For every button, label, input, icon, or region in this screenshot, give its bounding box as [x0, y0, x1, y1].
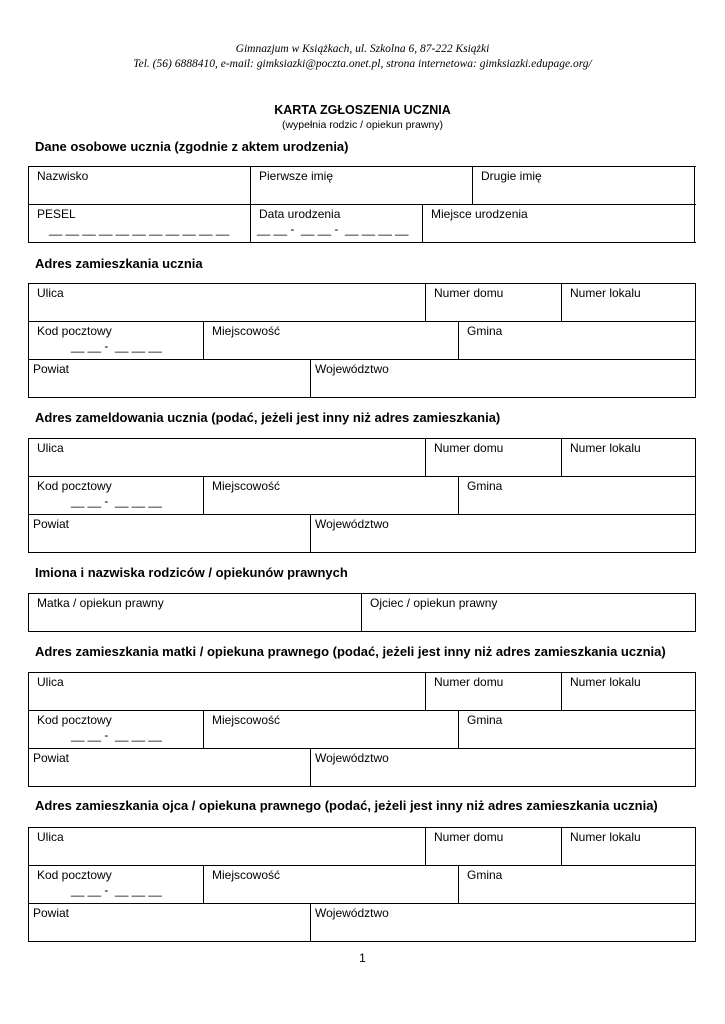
county-field[interactable]: [29, 904, 311, 941]
father-label: Ojciec / opiekun prawny: [370, 596, 498, 610]
postal-code-field[interactable]: [29, 322, 204, 359]
house-number-field[interactable]: [426, 284, 562, 321]
postal-code-blanks: __ __ - __ __ __: [71, 883, 162, 897]
parents-table: [28, 593, 696, 632]
street-label: Ulica: [37, 675, 64, 689]
flat-number-field[interactable]: [562, 673, 696, 710]
flat-number-field[interactable]: [562, 439, 696, 476]
city-label: Miejscowość: [212, 868, 281, 882]
first-name-field[interactable]: [251, 167, 473, 204]
city-label: Miejscowość: [212, 324, 281, 338]
city-label: Miejscowość: [212, 479, 281, 493]
school-contact-line: Tel. (56) 6888410, e-mail: gimksiazki@poczta.onet.pl, strona internetowa: gimksiazki.edupage.org/: [133, 58, 592, 70]
house-number-label: Numer domu: [434, 286, 504, 300]
section-heading-registered: Adres zameldowania ucznia (podać, jeżeli jest inny niż adres zamieszkania): [35, 410, 501, 425]
county-field[interactable]: [29, 360, 311, 397]
street-label: Ulica: [37, 441, 64, 455]
father-name-field[interactable]: [362, 594, 696, 631]
postal-code-field[interactable]: [29, 477, 204, 514]
commune-label: Gmina: [467, 324, 503, 338]
commune-field[interactable]: [459, 322, 696, 359]
city-field[interactable]: [204, 322, 459, 359]
voivodeship-field[interactable]: [311, 515, 696, 552]
section-heading-father-address: Adres zamieszkania ojca / opiekuna prawnego (podać, jeżeli jest inny niż adres zamieszkania ucznia): [35, 798, 658, 813]
house-number-field[interactable]: [426, 439, 562, 476]
mother-label: Matka / opiekun prawny: [37, 596, 164, 610]
county-field[interactable]: [29, 749, 311, 786]
flat-number-field[interactable]: [562, 828, 696, 865]
county-label: Powiat: [33, 751, 70, 765]
personal-data-table: [28, 166, 696, 243]
commune-field[interactable]: [459, 866, 696, 903]
form-subtitle: (wypełnia rodzic / opiekun prawny): [281, 119, 444, 131]
form-title: KARTA ZGŁOSZENIA UCZNIA: [274, 103, 451, 117]
voivodeship-label: Województwo: [315, 517, 389, 531]
registered-address-table: [28, 438, 696, 553]
flat-number-label: Numer lokalu: [570, 830, 641, 844]
commune-field[interactable]: [459, 711, 696, 748]
house-number-label: Numer domu: [434, 441, 504, 455]
birth-date-blanks: __ __ - __ __ - __ __ __ __: [257, 222, 409, 236]
birth-place-field[interactable]: [423, 205, 695, 242]
county-label: Powiat: [33, 906, 70, 920]
house-number-field[interactable]: [426, 673, 562, 710]
street-field[interactable]: [29, 284, 426, 321]
surname-label: Nazwisko: [37, 169, 89, 183]
father-address-table: [28, 827, 696, 942]
surname-field[interactable]: [29, 167, 251, 204]
birth-date-field[interactable]: [251, 205, 423, 242]
postal-code-label: Kod pocztowy: [37, 324, 112, 338]
street-label: Ulica: [37, 830, 64, 844]
second-name-label: Drugie imię: [481, 169, 542, 183]
flat-number-label: Numer lokalu: [570, 286, 641, 300]
page-number: 1: [359, 951, 366, 965]
section-heading-mother-address: Adres zamieszkania matki / opiekuna prawnego (podać, jeżeli jest inny niż adres zamieszkania ucznia): [35, 644, 666, 659]
city-label: Miejscowość: [212, 713, 281, 727]
postal-code-blanks: __ __ - __ __ __: [71, 494, 162, 508]
pesel-blanks: __ __ __ __ __ __ __ __ __ __ __: [49, 222, 230, 236]
street-label: Ulica: [37, 286, 64, 300]
county-label: Powiat: [33, 517, 70, 531]
commune-label: Gmina: [467, 713, 503, 727]
city-field[interactable]: [204, 477, 459, 514]
postal-code-field[interactable]: [29, 711, 204, 748]
voivodeship-field[interactable]: [311, 904, 696, 941]
first-name-label: Pierwsze imię: [259, 169, 334, 183]
voivodeship-field[interactable]: [311, 360, 696, 397]
section-heading-personal: Dane osobowe ucznia (zgodnie z aktem urodzenia): [35, 139, 349, 154]
street-field[interactable]: [29, 828, 426, 865]
pesel-field[interactable]: [29, 205, 251, 242]
house-number-label: Numer domu: [434, 830, 504, 844]
residence-address-table: [28, 283, 696, 398]
mother-name-field[interactable]: [29, 594, 362, 631]
postal-code-blanks: __ __ - __ __ __: [71, 339, 162, 353]
birth-date-label: Data urodzenia: [259, 207, 341, 221]
flat-number-field[interactable]: [562, 284, 696, 321]
house-number-field[interactable]: [426, 828, 562, 865]
flat-number-label: Numer lokalu: [570, 441, 641, 455]
city-field[interactable]: [204, 866, 459, 903]
second-name-field[interactable]: [473, 167, 695, 204]
postal-code-field[interactable]: [29, 866, 204, 903]
voivodeship-label: Województwo: [315, 751, 389, 765]
mother-address-table: [28, 672, 696, 787]
county-field[interactable]: [29, 515, 311, 552]
house-number-label: Numer domu: [434, 675, 504, 689]
city-field[interactable]: [204, 711, 459, 748]
pesel-label: PESEL: [37, 207, 76, 221]
birth-place-label: Miejsce urodzenia: [431, 207, 528, 221]
voivodeship-label: Województwo: [315, 362, 389, 376]
postal-code-label: Kod pocztowy: [37, 868, 112, 882]
commune-label: Gmina: [467, 868, 503, 882]
postal-code-blanks: __ __ - __ __ __: [71, 728, 162, 742]
section-heading-parents: Imiona i nazwiska rodziców / opiekunów prawnych: [35, 565, 348, 580]
postal-code-label: Kod pocztowy: [37, 713, 112, 727]
section-heading-residence: Adres zamieszkania ucznia: [35, 256, 203, 271]
commune-label: Gmina: [467, 479, 503, 493]
voivodeship-field[interactable]: [311, 749, 696, 786]
voivodeship-label: Województwo: [315, 906, 389, 920]
school-address-line: Gimnazjum w Książkach, ul. Szkolna 6, 87-222 Książki: [235, 43, 490, 55]
commune-field[interactable]: [459, 477, 696, 514]
flat-number-label: Numer lokalu: [570, 675, 641, 689]
county-label: Powiat: [33, 362, 70, 376]
street-field[interactable]: [29, 439, 426, 476]
postal-code-label: Kod pocztowy: [37, 479, 112, 493]
street-field[interactable]: [29, 673, 426, 710]
